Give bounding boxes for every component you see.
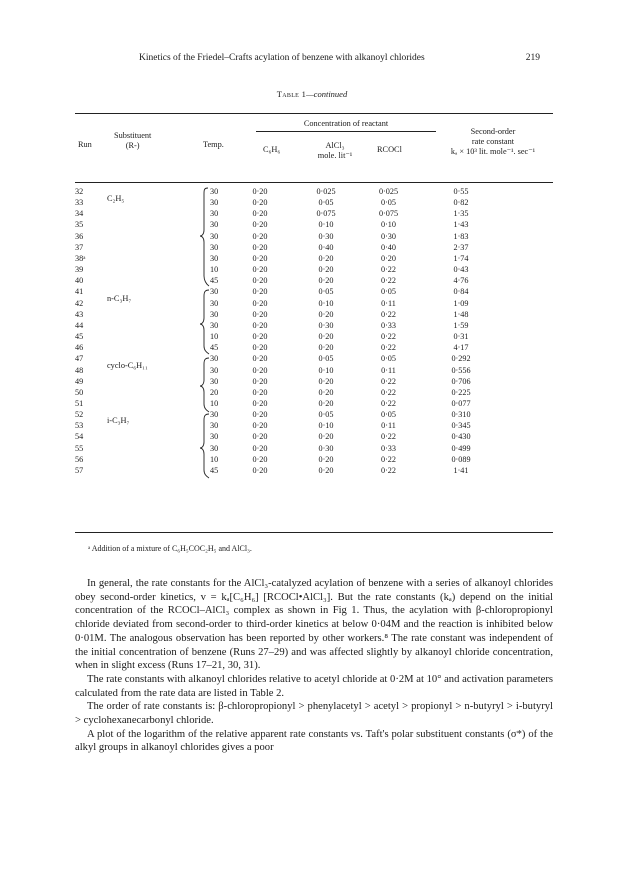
cell-temp: 30 bbox=[210, 354, 219, 364]
col-header-substituent bbox=[114, 131, 151, 151]
cell-temp: 30 bbox=[210, 231, 219, 241]
table-row bbox=[75, 431, 501, 442]
cell-alcl3: 0·075 bbox=[316, 209, 336, 219]
table-bottom-rule bbox=[75, 532, 553, 533]
cell-rcocl: 0·025 bbox=[378, 187, 399, 196]
cell-alcl3: 0·20 bbox=[318, 265, 334, 275]
spacer-cell bbox=[125, 342, 210, 353]
cell-alcl3: 0·20 bbox=[318, 465, 334, 475]
cell-run: 33 bbox=[75, 198, 84, 208]
cell-c6h6: 0·20 bbox=[252, 365, 268, 375]
table-header-rule bbox=[75, 182, 553, 183]
col-header-substituent-symbol: (R-) bbox=[125, 141, 140, 150]
spacer-cell bbox=[125, 376, 210, 387]
cell-run: 42 bbox=[75, 298, 84, 308]
cell-rcocl: 0·11 bbox=[381, 365, 396, 375]
col-header-rate-line1: Second-order bbox=[470, 127, 516, 136]
table-row bbox=[75, 197, 501, 208]
cell-rcocl: 0·40 bbox=[380, 242, 396, 252]
cell-temp: 30 bbox=[210, 432, 219, 442]
cell-c6h6: 0·20 bbox=[252, 443, 268, 453]
cell-k: 4·17 bbox=[453, 343, 469, 353]
cell-k: 1·09 bbox=[453, 298, 469, 308]
cell-c6h6: 0·20 bbox=[252, 465, 268, 475]
col-header-temp: Temp. bbox=[203, 140, 224, 149]
table-row bbox=[75, 253, 501, 264]
cell-run: 57 bbox=[75, 465, 84, 475]
cell-rcocl: 0·20 bbox=[380, 253, 396, 263]
cell-k: 0·225 bbox=[451, 387, 471, 397]
substituent-cyclohexyl: cyclo-C₆H₁₁ bbox=[107, 361, 148, 370]
cell-rcocl: 0·33 bbox=[380, 443, 396, 453]
cell-c6h6: 0·20 bbox=[252, 253, 268, 263]
cell-rcocl: 0·22 bbox=[380, 276, 396, 286]
cell-alcl3: 0·10 bbox=[318, 298, 334, 308]
cell-temp: 10 bbox=[210, 332, 219, 342]
cell-k: 1·48 bbox=[453, 309, 469, 319]
cell-rcocl: 0·05 bbox=[380, 287, 396, 297]
cell-c6h6: 0·20 bbox=[252, 220, 268, 230]
cell-alcl3: 0·30 bbox=[318, 443, 334, 453]
cell-alcl3: 0·40 bbox=[318, 242, 334, 252]
col-header-rate-line2: rate constant bbox=[471, 137, 515, 146]
cell-rcocl: 0·22 bbox=[380, 343, 396, 353]
cell-rcocl: 0·22 bbox=[380, 309, 396, 319]
spacer-cell bbox=[125, 465, 210, 476]
table-caption bbox=[0, 89, 624, 99]
cell-rcocl: 0·22 bbox=[380, 454, 396, 464]
cell-alcl3: 0·05 bbox=[318, 287, 334, 297]
cell-run: 43 bbox=[75, 309, 84, 319]
cell-c6h6: 0·20 bbox=[252, 298, 268, 308]
cell-c6h6: 0·20 bbox=[252, 432, 268, 442]
table-row bbox=[75, 387, 501, 398]
spacer-cell bbox=[125, 231, 210, 242]
cell-alcl3: 0·10 bbox=[318, 220, 334, 230]
cell-rcocl: 0·075 bbox=[378, 209, 399, 219]
spacer-cell bbox=[125, 242, 210, 253]
cell-alcl3: 0·05 bbox=[318, 354, 334, 364]
cell-k: 1·83 bbox=[453, 231, 469, 241]
cell-temp: 30 bbox=[210, 298, 219, 308]
cell-c6h6: 0·20 bbox=[252, 287, 268, 297]
cell-alcl3: 0·20 bbox=[318, 276, 334, 286]
cell-temp: 45 bbox=[210, 465, 219, 475]
table-row bbox=[75, 376, 501, 387]
cell-k: 0·556 bbox=[451, 365, 471, 375]
cell-run: 47 bbox=[75, 354, 84, 364]
spacer-cell bbox=[125, 443, 210, 454]
cell-temp: 30 bbox=[210, 365, 219, 375]
cell-k: 2·37 bbox=[453, 242, 469, 252]
cell-c6h6: 0·20 bbox=[252, 421, 268, 431]
spacer-cell bbox=[125, 275, 210, 286]
spacer-cell bbox=[125, 409, 210, 420]
cell-c6h6: 0·20 bbox=[252, 376, 268, 386]
cell-c6h6: 0·20 bbox=[252, 320, 268, 330]
spacer-cell bbox=[125, 420, 210, 431]
table-caption-label: Table 1 bbox=[276, 89, 307, 99]
table-top-rule bbox=[75, 113, 553, 114]
cell-temp: 20 bbox=[210, 387, 219, 397]
page-number: 219 bbox=[525, 53, 540, 63]
cell-temp: 30 bbox=[210, 309, 219, 319]
table-row bbox=[75, 420, 501, 431]
cell-rcocl: 0·22 bbox=[380, 465, 396, 475]
cell-k: 1·59 bbox=[453, 320, 469, 330]
cell-alcl3: 0·20 bbox=[318, 343, 334, 353]
cell-run: 51 bbox=[75, 398, 84, 408]
cell-temp: 45 bbox=[210, 276, 219, 286]
cell-alcl3: 0·20 bbox=[318, 376, 334, 386]
table-row bbox=[75, 264, 501, 275]
cell-rcocl: 0·10 bbox=[380, 220, 396, 230]
cell-k: 0·345 bbox=[451, 421, 471, 431]
cell-run: 45 bbox=[75, 332, 84, 342]
spacer-cell bbox=[125, 197, 210, 208]
spacer-cell bbox=[125, 253, 210, 264]
cell-temp: 45 bbox=[210, 343, 219, 353]
spacer-cell bbox=[125, 320, 210, 331]
cell-k: 4·76 bbox=[453, 276, 469, 286]
cell-rcocl: 0·22 bbox=[380, 398, 396, 408]
cell-c6h6: 0·20 bbox=[252, 242, 268, 252]
cell-rcocl: 0·11 bbox=[381, 298, 396, 308]
cell-rcocl: 0·05 bbox=[380, 354, 396, 364]
paragraph-4: A plot of the logarithm of the relative apparent rate constants vs. Taft's polar substituent constants (σ*) of the alkyl groups in alkanoyl chlorides gives a poor bbox=[75, 728, 553, 754]
cell-k: 0·31 bbox=[453, 332, 469, 342]
cell-c6h6: 0·20 bbox=[252, 454, 268, 464]
table-row bbox=[75, 342, 501, 353]
cell-run: 54 bbox=[75, 432, 84, 442]
cell-temp: 30 bbox=[210, 253, 219, 263]
table-row bbox=[75, 398, 501, 409]
concentration-group-rule bbox=[256, 131, 436, 132]
cell-run: 55 bbox=[75, 443, 84, 453]
table-footnote: ᵃ Addition of a mixture of C₆H₅COC₂H₅ and AlCl₃. bbox=[88, 544, 252, 553]
col-header-rate-constant bbox=[428, 127, 558, 157]
spacer-cell bbox=[125, 431, 210, 442]
cell-alcl3: 0·10 bbox=[318, 421, 334, 431]
cell-rcocl: 0·22 bbox=[380, 265, 396, 275]
cell-k: 0·430 bbox=[451, 432, 471, 442]
cell-k: 0·292 bbox=[451, 354, 471, 364]
table-row bbox=[75, 365, 501, 376]
cell-c6h6: 0·20 bbox=[252, 387, 268, 397]
cell-rcocl: 0·30 bbox=[380, 231, 396, 241]
cell-k: 0·089 bbox=[451, 454, 471, 464]
cell-temp: 30 bbox=[210, 242, 219, 252]
running-header bbox=[95, 53, 540, 67]
cell-c6h6: 0·20 bbox=[252, 231, 268, 241]
spacer-cell bbox=[125, 353, 210, 364]
table-row bbox=[75, 231, 501, 242]
cell-run: 48 bbox=[75, 365, 84, 375]
cell-alcl3: 0·20 bbox=[318, 332, 334, 342]
col-header-rate-line3: kₐ × 10³ lit. mole⁻¹. sec⁻¹ bbox=[450, 147, 536, 156]
cell-temp: 30 bbox=[210, 209, 219, 219]
cell-run: 37 bbox=[75, 242, 84, 252]
cell-temp: 10 bbox=[210, 398, 219, 408]
table-row bbox=[75, 208, 501, 219]
col-header-run: Run bbox=[78, 140, 92, 149]
spacer-cell bbox=[125, 264, 210, 275]
cell-run: 53 bbox=[75, 421, 84, 431]
cell-alcl3: 0·05 bbox=[318, 198, 334, 208]
table-row bbox=[75, 298, 501, 309]
cell-rcocl: 0·22 bbox=[380, 432, 396, 442]
table-row bbox=[75, 219, 501, 230]
cell-run: 56 bbox=[75, 454, 84, 464]
cell-alcl3: 0·10 bbox=[318, 365, 334, 375]
cell-k: 1·43 bbox=[453, 220, 469, 230]
cell-rcocl: 0·05 bbox=[380, 410, 396, 420]
cell-temp: 30 bbox=[210, 376, 219, 386]
paragraph-1: In general, the rate constants for the AlCl₃-catalyzed acylation of benzene with a series of alkanoyl chlorides obey second-order kinetics, v = kₐ[C₆H₆] [RCOCl•AlCl₃]. But the rate constants (kₐ) depend on the initial concentration of the RCOCl–AlCl₃ complex as shown in Fig 1. Thus, the acylation with β-chloropropionyl chloride deviated from second-order to third-order kinetics at below 0·04M and the reaction is inhibited below 0·01M. The analogous observation has been reported by other workers.⁸ The rate constant was independent of the initial concentration of benzene (Runs 27–29) and was affected slightly by alkanoyl chloride concentration, when in slight excess (Runs 17–21, 30, 31). bbox=[75, 578, 553, 672]
cell-rcocl: 0·11 bbox=[381, 421, 396, 431]
cell-alcl3: 0·05 bbox=[318, 410, 334, 420]
cell-k: 0·706 bbox=[451, 376, 471, 386]
paragraph-2: The rate constants with alkanoyl chlorides relative to acetyl chloride at 0·2M at 10° and activation parameters calculated from the rate data are listed in Table 2. bbox=[75, 673, 553, 699]
cell-temp: 30 bbox=[210, 220, 219, 230]
cell-c6h6: 0·20 bbox=[252, 276, 268, 286]
cell-k: 0·499 bbox=[451, 443, 471, 453]
table-caption-suffix: —continued bbox=[306, 89, 348, 99]
kinetics-data-table bbox=[75, 186, 501, 476]
cell-temp: 10 bbox=[210, 454, 219, 464]
spacer-cell bbox=[125, 398, 210, 409]
cell-rcocl: 0·22 bbox=[380, 332, 396, 342]
cell-run: 34 bbox=[75, 209, 84, 219]
table-row bbox=[75, 454, 501, 465]
cell-run: 52 bbox=[75, 410, 84, 420]
cell-temp: 30 bbox=[210, 198, 219, 208]
substituent-n-propyl: n-C₃H₇ bbox=[107, 294, 132, 303]
col-header-alcl3 bbox=[305, 141, 365, 161]
spacer-cell bbox=[125, 387, 210, 398]
table-row bbox=[75, 275, 501, 286]
cell-c6h6: 0·20 bbox=[252, 354, 268, 364]
cell-run: 39 bbox=[75, 265, 84, 275]
spacer-cell bbox=[125, 219, 210, 230]
cell-rcocl: 0·05 bbox=[380, 198, 396, 208]
cell-alcl3: 0·20 bbox=[318, 309, 334, 319]
cell-alcl3: 0·20 bbox=[318, 432, 334, 442]
cell-run: 38ᵃ bbox=[75, 253, 86, 263]
running-title: Kinetics of the Friedel–Crafts acylation of benzene with alkanoyl chlorides bbox=[139, 53, 425, 63]
cell-k: 0·55 bbox=[453, 187, 469, 196]
table-row bbox=[75, 286, 501, 297]
table-row bbox=[75, 353, 501, 364]
col-header-c6h6: C₆H₆ bbox=[263, 145, 281, 154]
cell-k: 0·43 bbox=[453, 265, 469, 275]
body-text bbox=[75, 577, 553, 755]
cell-k: 1·41 bbox=[453, 465, 469, 475]
cell-alcl3: 0·20 bbox=[318, 454, 334, 464]
table-row bbox=[75, 186, 501, 197]
cell-alcl3: 0·20 bbox=[318, 253, 334, 263]
cell-rcocl: 0·22 bbox=[380, 387, 396, 397]
spacer-cell bbox=[125, 309, 210, 320]
cell-k: 1·35 bbox=[453, 209, 469, 219]
cell-temp: 10 bbox=[210, 265, 219, 275]
table-row bbox=[75, 409, 501, 420]
col-header-rcocl: RCOCl bbox=[377, 145, 402, 154]
cell-c6h6: 0·20 bbox=[252, 309, 268, 319]
spacer-cell bbox=[125, 298, 210, 309]
cell-c6h6: 0·20 bbox=[252, 209, 268, 219]
substituent-i-propyl: i-C₃H₇ bbox=[107, 416, 130, 425]
cell-k: 0·310 bbox=[451, 410, 471, 420]
spacer-cell bbox=[125, 331, 210, 342]
cell-run: 49 bbox=[75, 376, 84, 386]
cell-alcl3: 0·30 bbox=[318, 320, 334, 330]
table-row bbox=[75, 320, 501, 331]
col-header-alcl3-label: AlCl₃ bbox=[325, 141, 345, 150]
table-row bbox=[75, 309, 501, 320]
spacer-cell bbox=[125, 365, 210, 376]
cell-run: 32 bbox=[75, 187, 84, 196]
table-row bbox=[75, 331, 501, 342]
cell-k: 0·077 bbox=[451, 398, 471, 408]
col-header-conc-unit: mole. lit⁻¹ bbox=[317, 151, 353, 160]
spacer-cell bbox=[125, 208, 210, 219]
cell-run: 50 bbox=[75, 387, 84, 397]
cell-run: 46 bbox=[75, 343, 84, 353]
cell-rcocl: 0·22 bbox=[380, 376, 396, 386]
table-row bbox=[75, 443, 501, 454]
cell-c6h6: 0·20 bbox=[252, 332, 268, 342]
cell-alcl3: 0·20 bbox=[318, 398, 334, 408]
cell-k: 1·74 bbox=[453, 253, 469, 263]
cell-run: 40 bbox=[75, 276, 84, 286]
cell-c6h6: 0·20 bbox=[252, 187, 268, 196]
cell-alcl3: 0·025 bbox=[316, 187, 336, 196]
spacer-cell bbox=[125, 454, 210, 465]
spacer-cell bbox=[125, 286, 210, 297]
cell-k: 0·84 bbox=[453, 287, 469, 297]
cell-k: 0·82 bbox=[453, 198, 469, 208]
cell-run: 41 bbox=[75, 287, 84, 297]
cell-c6h6: 0·20 bbox=[252, 265, 268, 275]
cell-c6h6: 0·20 bbox=[252, 398, 268, 408]
cell-rcocl: 0·33 bbox=[380, 320, 396, 330]
cell-alcl3: 0·20 bbox=[318, 387, 334, 397]
cell-temp: 30 bbox=[210, 443, 219, 453]
cell-run: 35 bbox=[75, 220, 84, 230]
table-row bbox=[75, 465, 501, 476]
cell-c6h6: 0·20 bbox=[252, 198, 268, 208]
cell-run: 36 bbox=[75, 231, 84, 241]
paragraph-3: The order of rate constants is: β-chloropropionyl > phenylacetyl > acetyl > propionyl > n-butyryl > i-butyryl > cyclohexanecarbonyl chloride. bbox=[75, 701, 553, 727]
spacer-cell bbox=[125, 186, 210, 197]
cell-temp: 30 bbox=[210, 187, 219, 196]
cell-alcl3: 0·30 bbox=[318, 231, 334, 241]
cell-c6h6: 0·20 bbox=[252, 343, 268, 353]
table-row bbox=[75, 242, 501, 253]
cell-temp: 30 bbox=[210, 421, 219, 431]
col-header-substituent-label: Substituent bbox=[114, 131, 152, 140]
cell-run: 44 bbox=[75, 320, 84, 330]
cell-temp: 30 bbox=[210, 320, 219, 330]
cell-temp: 30 bbox=[210, 287, 219, 297]
substituent-ethyl: C₂H₅ bbox=[107, 194, 125, 203]
cell-c6h6: 0·20 bbox=[252, 410, 268, 420]
col-header-concentration: Concentration of reactant bbox=[303, 119, 389, 128]
cell-temp: 30 bbox=[210, 410, 219, 420]
